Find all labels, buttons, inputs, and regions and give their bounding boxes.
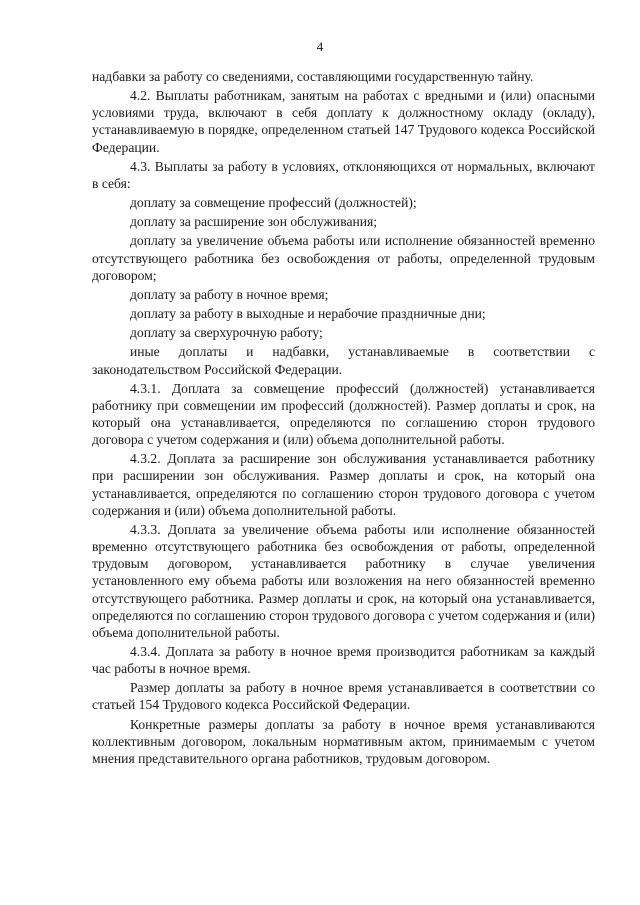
paragraph-4-3-1: 4.3.1. Доплата за совмещение профессий (должностей) устанавливается работнику при совмещении им профессий (должностей). Размер доплаты и срок, на который она устанавливается, определяются по соглашению сторон трудового договора с учетом содержания и (или) объема дополнительной работы. xyxy=(92,380,595,448)
paragraph-4-2: 4.2. Выплаты работникам, занятым на работах с вредными и (или) опасными условиями труда, включают в себя доплату к должностному окладу (окладу), устанавливаемую в порядке, определенном статьей 147 Трудового кодекса Российской Федерации. xyxy=(92,88,595,155)
paragraph-continuation: надбавки за работу со сведениями, составляющими государственную тайну. xyxy=(92,69,534,84)
paragraph-4-3-4: 4.3.4. Доплата за работу в ночное время производится работникам за каждый час работы в ночное время. xyxy=(92,644,595,677)
paragraph-4-3-2: 4.3.2. Доплата за расширение зон обслуживания устанавливается работнику при расширении зон обслуживания. Размер доплаты и срок, на который она устанавливается, определяются по соглашению сторон трудового договора с учетом содержания и (или) объема дополнительной работы. xyxy=(92,451,595,518)
list-item: доплату за работу в ночное время; xyxy=(130,286,329,302)
list-item: иные доплаты и надбавки, устанавливаемые в соответствии с законодательством Российской Федерации. xyxy=(92,344,595,377)
page-number: 4 xyxy=(316,39,324,54)
list-item: доплату за увеличение объема работы или исполнение обязанностей временно отсутствующего работника без освобождения от работы, определенной трудовым договором; xyxy=(92,233,595,283)
paragraph-night-pay-specific: Конкретные размеры доплаты за работу в ночное время устанавливаются коллективным договором, локальным нормативным актом, принимаемым с учетом мнения представительного органа работников, трудовым договором. xyxy=(92,716,595,766)
paragraph-4-3-3: 4.3.3. Доплата за увеличение объема работы или исполнение обязанностей временно отсутствующего работника без освобождения от работы, определенной трудовым договором, устанавливается работнику в случае увеличения установленного ему объема работы или возложения на него обязанностей временно отсутствующего работника. Размер доплаты и срок, на который она устанавливается, определяются по соглашению сторон трудового договора с учетом содержания и (или) объема дополнительной работы. xyxy=(92,521,595,640)
paragraph-4-3: 4.3. Выплаты за работу в условиях, отклоняющихся от нормальных, включают в себя: xyxy=(92,158,595,191)
document-body xyxy=(92,68,595,769)
paragraph-night-pay-size: Размер доплаты за работу в ночное время устанавливается в соответствии со статьей 154 Трудового кодекса Российской Федерации. xyxy=(92,680,595,713)
list-item: доплату за работу в выходные и нерабочие праздничные дни; xyxy=(130,306,486,322)
list-item: доплату за сверхурочную работу; xyxy=(130,325,323,341)
list-item: доплату за совмещение профессий (должностей); xyxy=(130,195,417,211)
list-item: доплату за расширение зон обслуживания; xyxy=(130,214,378,230)
